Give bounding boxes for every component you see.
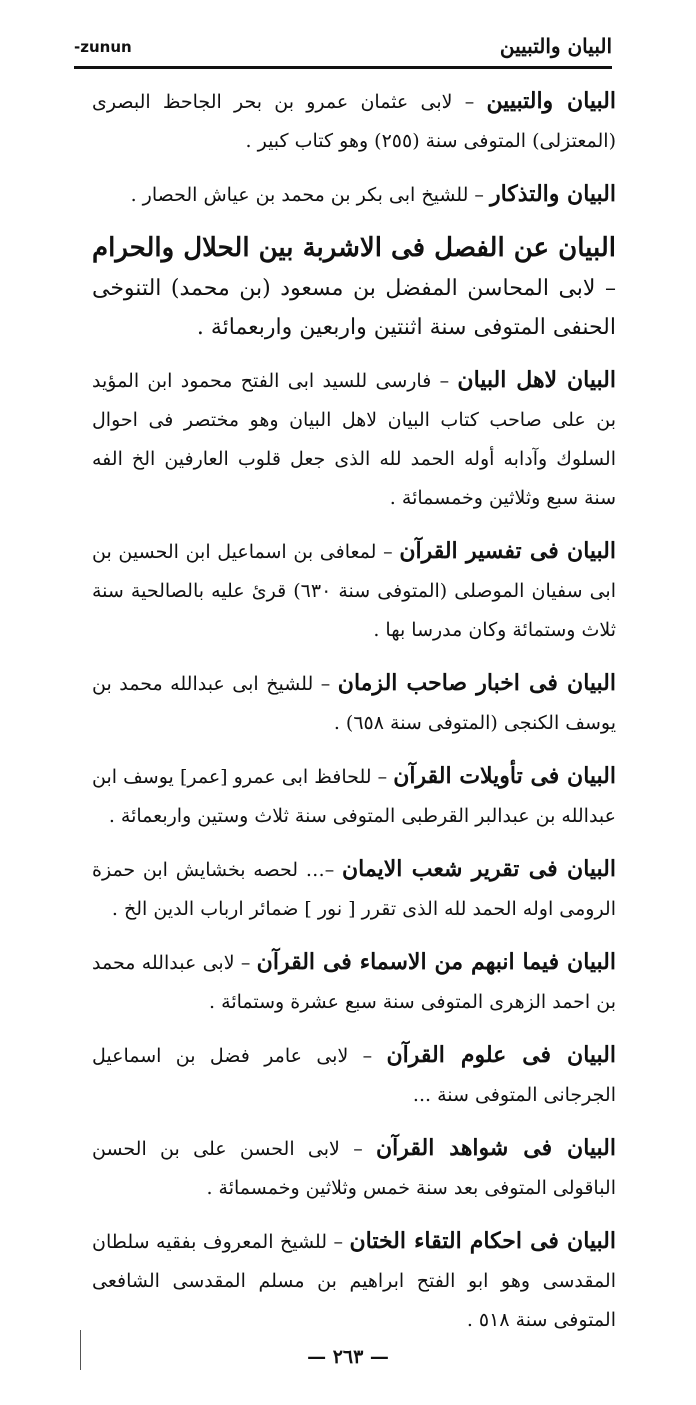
entry-body: – لابى المحاسن المفضل بن مسعود (بن محمد) التنوخى الحنفى المتوفى سنة اثنتين واربعين واربعمائة . bbox=[92, 276, 616, 340]
entry bbox=[92, 229, 616, 347]
entry-body: – لابى عثمان عمرو بن بحر الجاحظ البصرى (المعتزلى) المتوفى سنة (٢٥٥) وهو كتاب كبير . bbox=[92, 91, 616, 152]
entry-title: البيان فى تأويلات القرآن bbox=[393, 763, 617, 789]
entry-title: البيان فى علوم القرآن bbox=[386, 1042, 616, 1068]
running-header bbox=[74, 34, 612, 64]
entry bbox=[92, 82, 616, 161]
entry-body: – لمعافى بن اسماعيل ابن الحسين بن ابى سفيان الموصلى (المتوفى سنة ٦٣٠) قرئ عليه بالصالحية سنة ثلاث وستمائة وكان مدرسا بها . bbox=[92, 541, 616, 641]
header-left-text: -zunun bbox=[74, 38, 132, 56]
entry-title: البيان فيما انبهم من الاسماء فى القرآن bbox=[256, 949, 616, 975]
entry-body: – لابى الحسن على بن الحسن الباقولى المتوفى بعد سنة خمس وثلاثين وخمسمائة . bbox=[92, 1138, 616, 1199]
entry bbox=[92, 532, 616, 650]
entry bbox=[92, 175, 616, 215]
entry-title: البيان والتبيين bbox=[486, 88, 616, 114]
entry-title: البيان عن الفصل فى الاشربة بين الحلال والحرام bbox=[92, 233, 616, 263]
entry bbox=[92, 1129, 616, 1208]
entry bbox=[92, 1222, 616, 1340]
entry-title: البيان فى احكام التقاء الختان bbox=[349, 1228, 616, 1254]
entry-body: – لابى عامر فضل بن اسماعيل الجرجانى المتوفى سنة ... bbox=[92, 1045, 616, 1106]
entry-body: – فارسى للسيد ابى الفتح محمود ابن المؤيد بن على صاحب كتاب البيان لاهل البيان وهو مختصر فى احوال السلوك وآدابه أوله الحمد لله الذى جعل قلوب العارفين الخ الفه سنة سبع وثلاثين وخمسمائة . bbox=[92, 370, 616, 509]
entry-body: –… لحصه بخشايش ابن حمزة الرومى اوله الحمد لله الذى تقرر [ نور ] ضمائر ارباب الدين الخ . bbox=[92, 859, 616, 920]
entry bbox=[92, 361, 616, 518]
header-title: البيان والتبيين bbox=[499, 34, 612, 58]
entry-title: البيان والتذكار bbox=[489, 181, 616, 207]
entry-title: البيان فى تفسير القرآن bbox=[399, 538, 617, 564]
entry bbox=[92, 850, 616, 929]
entry-title: البيان لاهل البيان bbox=[457, 367, 616, 393]
entry-title: البيان فى اخبار صاحب الزمان bbox=[337, 670, 616, 696]
header-rule bbox=[74, 66, 612, 69]
entry bbox=[92, 943, 616, 1022]
entry bbox=[92, 1036, 616, 1115]
entry bbox=[92, 757, 616, 836]
entry bbox=[92, 664, 616, 743]
entry-title: البيان فى شواهد القرآن bbox=[376, 1135, 616, 1161]
entry-body: – للشيخ ابى عبدالله محمد بن يوسف الكنجى (المتوفى سنة ٦٥٨) . bbox=[92, 673, 616, 734]
page-number: — ٢٦٣ — bbox=[307, 1346, 389, 1368]
entry-body: – لابى عبدالله محمد بن احمد الزهرى المتوفى سنة سبع عشرة وستمائة . bbox=[92, 952, 616, 1013]
entry-body: – للشيخ المعروف بفقيه سلطان المقدسى وهو ابو الفتح ابراهيم بن مسلم المقدسى الشافعى المتوفى سنة ٥١٨ . bbox=[92, 1231, 616, 1331]
entries-list bbox=[92, 82, 616, 1354]
entry-body: – للشيخ ابى بكر بن محمد بن عياش الحصار . bbox=[130, 184, 490, 206]
entry-title: البيان فى تقرير شعب الايمان bbox=[342, 856, 616, 882]
entry-body: – للحافظ ابى عمرو [عمر] يوسف ابن عبدالله بن عبدالبر القرطبى المتوفى سنة ثلاث وستين واربعمائة . bbox=[92, 766, 616, 827]
